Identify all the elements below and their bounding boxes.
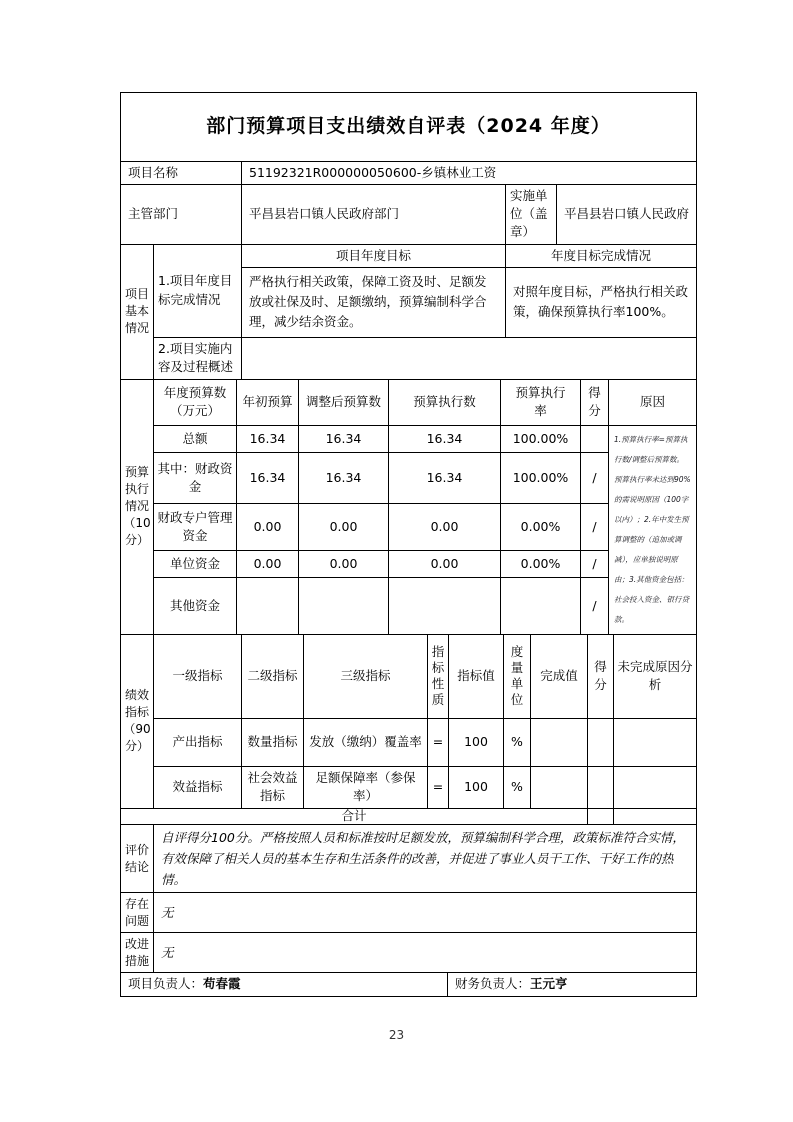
problems-row	[120, 892, 697, 933]
perf-output-actual	[531, 718, 588, 766]
budget-unit-score: /	[581, 551, 609, 577]
section-label-performance: 绩效指标（90分）	[121, 634, 154, 808]
section-label-budget: 预算执行情况（10分）	[121, 379, 154, 634]
perf-benefit-analysis	[614, 766, 697, 808]
budget-other-adjusted	[299, 577, 389, 634]
budget-other-rate	[501, 577, 581, 634]
signature-project-lead	[121, 973, 448, 996]
budget-unit-adjusted: 0.00	[299, 551, 389, 577]
budget-total-rate: 100.00%	[501, 425, 581, 452]
finance-lead-name: 王元亨	[530, 976, 568, 992]
budget-total-label: 总额	[154, 425, 237, 452]
implementation-row-value	[242, 337, 697, 379]
budget-fiscal-initial: 16.34	[237, 452, 299, 503]
perf-output-nature: =	[428, 718, 449, 766]
project-lead-name: 苟春霞	[203, 976, 241, 992]
perf-benefit-actual	[531, 766, 588, 808]
signatures-row	[120, 972, 697, 996]
budget-execution-section	[120, 379, 697, 635]
budget-total-executed: 16.34	[389, 425, 501, 452]
impl-unit-value: 平昌县岩口镇人民政府	[557, 185, 697, 244]
budget-fiscal-executed: 16.34	[389, 452, 501, 503]
perf-total-score	[588, 808, 614, 824]
conclusion-label: 评价结论	[121, 824, 154, 893]
perf-output-analysis	[614, 718, 697, 766]
perf-header-analysis: 未完成原因分析	[614, 634, 697, 718]
budget-other-score: /	[581, 577, 609, 634]
project-name-label: 项目名称	[121, 162, 242, 185]
perf-output-level2: 数量指标	[242, 718, 304, 766]
goal-result-text: 对照年度目标，严格执行相关政策，确保预算执行率100%。	[506, 267, 697, 337]
page-title: 部门预算项目支出绩效自评表（2024 年度）	[121, 93, 697, 162]
budget-fiscal-label: 其中：财政资金	[154, 452, 237, 503]
budget-special-initial: 0.00	[237, 504, 299, 551]
problems-text: 无	[154, 893, 697, 933]
header-table	[120, 92, 697, 185]
perf-header-unit: 度量单位	[504, 634, 531, 718]
budget-total-initial: 16.34	[237, 425, 299, 452]
implementation-row-label: 2.项目实施内容及过程概述	[154, 337, 242, 379]
budget-fiscal-adjusted: 16.34	[299, 452, 389, 503]
budget-header-reason: 原因	[609, 379, 697, 425]
project-name-value: 51192321R000000050600-乡镇林业工资	[242, 162, 697, 185]
improvements-row	[120, 932, 697, 973]
perf-benefit-score	[588, 766, 614, 808]
perf-benefit-unit: %	[504, 766, 531, 808]
budget-unit-label: 单位资金	[154, 551, 237, 577]
perf-benefit-level3: 足额保障率（参保率）	[304, 766, 428, 808]
perf-output-target: 100	[449, 718, 504, 766]
budget-special-executed: 0.00	[389, 504, 501, 551]
self-evaluation-form	[120, 92, 696, 997]
perf-output-level3: 发放（缴纳）覆盖率	[304, 718, 428, 766]
budget-total-adjusted: 16.34	[299, 425, 389, 452]
budget-special-label: 财政专户管理资金	[154, 504, 237, 551]
basic-info-section	[120, 244, 697, 380]
budget-special-adjusted: 0.00	[299, 504, 389, 551]
budget-fiscal-rate: 100.00%	[501, 452, 581, 503]
page-number: 23	[388, 1028, 405, 1042]
problems-label: 存在问题	[121, 893, 154, 933]
section-label-basic-info: 项目基本情况	[121, 244, 154, 379]
perf-benefit-nature: =	[428, 766, 449, 808]
improvements-text: 无	[154, 933, 697, 973]
budget-special-score: /	[581, 504, 609, 551]
perf-header-level3: 三级指标	[304, 634, 428, 718]
budget-fiscal-score: /	[581, 452, 609, 503]
dept-value: 平昌县岩口镇人民政府部门	[242, 185, 506, 244]
budget-other-initial	[237, 577, 299, 634]
budget-unit-executed: 0.00	[389, 551, 501, 577]
perf-total-label: 合计	[121, 808, 588, 824]
perf-benefit-level2: 社会效益指标	[242, 766, 304, 808]
budget-header-adjusted: 调整后预算数	[299, 379, 389, 425]
budget-total-score	[581, 425, 609, 452]
perf-header-level1: 一级指标	[154, 634, 242, 718]
budget-special-rate: 0.00%	[501, 504, 581, 551]
project-lead-label: 项目负责人：	[128, 976, 204, 992]
perf-header-nature: 指标性质	[428, 634, 449, 718]
perf-total-analysis	[614, 808, 697, 824]
perf-output-level1: 产出指标	[154, 718, 242, 766]
budget-reason-note: 1.预算执行率=预算执行数/调整后预算数。预算执行率未达到90%的需说明原因（100字以内）；2.年中发生预算调整的（追加或调减），应单独说明原由；3.其他资金包括：社会投入资金、银行贷款。	[609, 425, 697, 634]
conclusion-text: 自评得分100分。严格按照人员和标准按时足额发放，预算编制科学合理，政策标准符合实情，有效保障了相关人员的基本生存和生活条件的改善，并促进了事业人员干工作、干好工作的热情。	[154, 824, 697, 893]
conclusion-row	[120, 824, 697, 894]
annual-goal-row-label: 1.项目年度目标完成情况	[154, 244, 242, 337]
signature-finance-lead	[448, 973, 697, 996]
budget-other-label: 其他资金	[154, 577, 237, 634]
budget-header-initial: 年初预算	[237, 379, 299, 425]
perf-output-score	[588, 718, 614, 766]
perf-header-level2: 二级指标	[242, 634, 304, 718]
goal-result-header: 年度目标完成情况	[506, 244, 697, 267]
perf-output-unit: %	[504, 718, 531, 766]
annual-goal-text: 严格执行相关政策，保障工资及时、足额发放或社保及时、足额缴纳，预算编制科学合理，减少结余资金。	[242, 267, 506, 337]
dept-label: 主管部门	[121, 185, 242, 244]
budget-header-annual: 年度预算数（万元）	[154, 379, 237, 425]
budget-unit-initial: 0.00	[237, 551, 299, 577]
annual-goal-header: 项目年度目标	[242, 244, 506, 267]
improvements-label: 改进措施	[121, 933, 154, 973]
impl-unit-label: 实施单位（盖章）	[506, 185, 557, 244]
budget-header-rate: 预算执行率	[501, 379, 581, 425]
perf-benefit-level1: 效益指标	[154, 766, 242, 808]
performance-section	[120, 634, 697, 825]
perf-header-score: 得分	[588, 634, 614, 718]
perf-benefit-target: 100	[449, 766, 504, 808]
budget-other-executed	[389, 577, 501, 634]
budget-header-executed: 预算执行数	[389, 379, 501, 425]
budget-header-score: 得分	[581, 379, 609, 425]
budget-unit-rate: 0.00%	[501, 551, 581, 577]
department-table	[120, 184, 697, 244]
perf-header-actual: 完成值	[531, 634, 588, 718]
perf-header-target: 指标值	[449, 634, 504, 718]
finance-lead-label: 财务负责人：	[455, 976, 531, 992]
